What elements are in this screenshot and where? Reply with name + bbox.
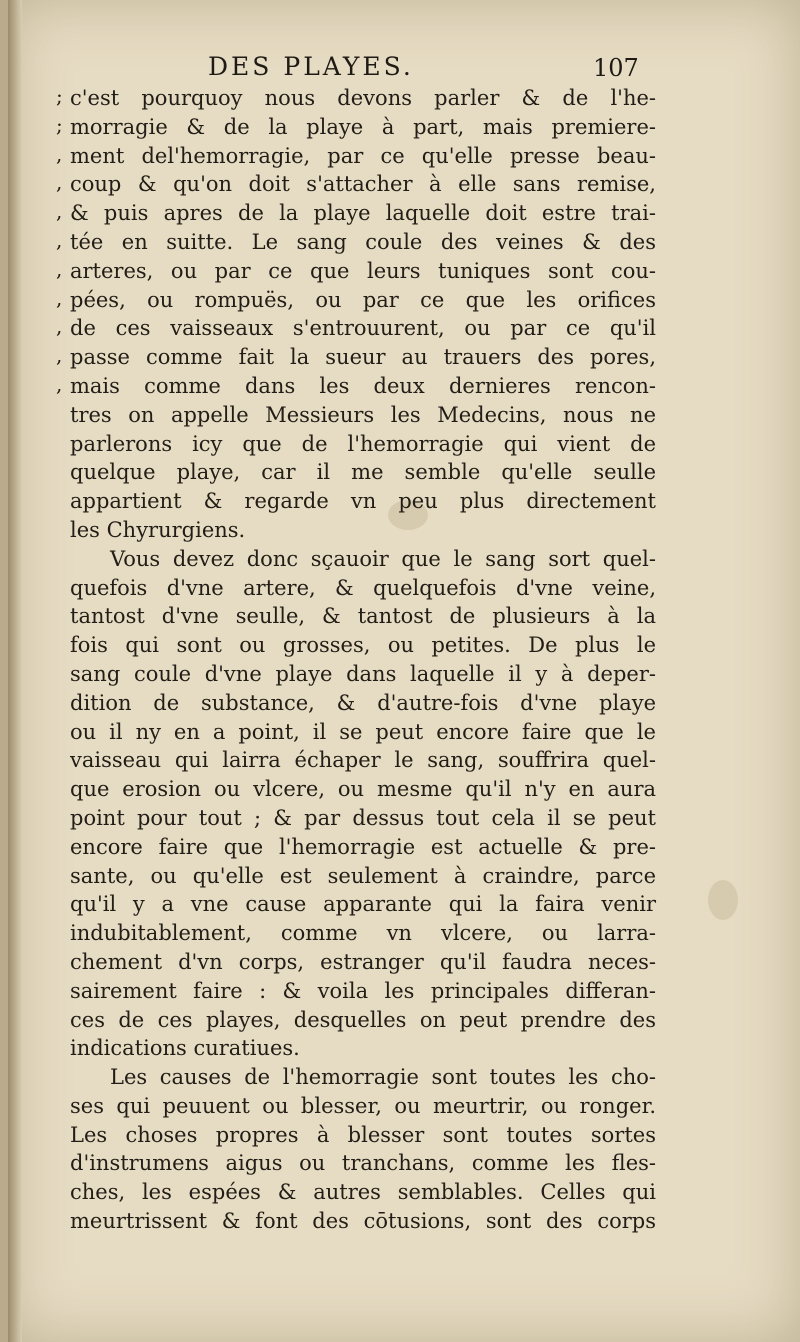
- line-text: ment del'hemorragie, par ce qu'elle presse beau-: [70, 143, 656, 168]
- text-line: [56, 689, 656, 718]
- text-line: [56, 746, 656, 775]
- margin-quote-mark: ,: [56, 371, 63, 396]
- text-line: [56, 718, 656, 747]
- line-text: Les choses propres à blesser sont toutes sortes: [70, 1122, 656, 1147]
- line-text: morragie & de la playe à part, mais premiere-: [70, 114, 656, 139]
- text-line: [56, 833, 656, 862]
- line-text: les Chyrurgiens.: [70, 517, 246, 542]
- text-line: [56, 948, 656, 977]
- text-line: [56, 574, 656, 603]
- text-line: [56, 372, 656, 401]
- line-text: parlerons icy que de l'hemorragie qui vient de: [70, 431, 656, 456]
- line-text: arteres, ou par ce que leurs tuniques sont cou-: [70, 258, 656, 283]
- text-line: [56, 84, 656, 113]
- margin-quote-mark: ,: [56, 314, 63, 339]
- text-line: [56, 314, 656, 343]
- text-line: [56, 1149, 656, 1178]
- text-line: [56, 286, 656, 315]
- line-text: coup & qu'on doit s'attacher à elle sans remise,: [70, 172, 656, 197]
- line-text: mais comme dans les deux dernieres rencon-: [70, 373, 656, 398]
- text-line: [56, 170, 656, 199]
- text-line: [56, 1092, 656, 1121]
- margin-quote-mark: ,: [56, 343, 63, 368]
- text-line: [56, 862, 656, 891]
- margin-quote-mark: ;: [56, 84, 63, 108]
- book-page: [8, 0, 800, 1342]
- line-text: sante, ou qu'elle est seulement à craindre, parce: [70, 863, 656, 888]
- text-line: [56, 487, 656, 516]
- line-text: vaisseau qui lairra échaper le sang, souffrira quel-: [70, 748, 656, 773]
- text-line: [56, 977, 656, 1006]
- running-title: DES PLAYES.: [208, 52, 414, 81]
- text-line: [56, 1063, 656, 1092]
- text-line: [56, 343, 656, 372]
- line-text: meurtrissent & font des cōtusions, sont des corps: [70, 1209, 656, 1234]
- text-line: [56, 199, 656, 228]
- line-text: appartient & regarde vn peu plus directement: [70, 489, 656, 514]
- page-number: 107: [593, 54, 639, 82]
- text-line: [56, 113, 656, 142]
- text-line: [56, 458, 656, 487]
- body-text: [56, 84, 656, 1236]
- text-line: [56, 804, 656, 833]
- text-line: [56, 1034, 656, 1063]
- line-text: pées, ou rompuës, ou par ce que les orifices: [70, 287, 656, 312]
- line-text: encore faire que l'hemorragie est actuelle & pre-: [70, 834, 656, 859]
- line-text: sairement faire : & voila les principales differan-: [70, 978, 656, 1003]
- text-line: [56, 142, 656, 171]
- text-line: [56, 257, 656, 286]
- text-line: [56, 401, 656, 430]
- line-text: Vous devez donc sçauoir que le sang sort quel-: [110, 546, 656, 571]
- margin-quote-mark: ,: [56, 285, 63, 310]
- line-text: Les causes de l'hemorragie sont toutes les cho-: [110, 1065, 656, 1090]
- line-text: de ces vaisseaux s'entrouurent, ou par ce qu'il: [70, 316, 656, 341]
- text-line: [56, 1121, 656, 1150]
- margin-quote-mark: ,: [56, 141, 63, 166]
- paper-stain: [708, 880, 738, 920]
- text-line: [56, 775, 656, 804]
- text-line: [56, 602, 656, 631]
- text-line: [56, 228, 656, 257]
- margin-quote-mark: ,: [56, 227, 63, 252]
- line-text: indubitablement, comme vn vlcere, ou larra-: [70, 921, 656, 946]
- text-line: [56, 430, 656, 459]
- line-text: & puis apres de la playe laquelle doit estre trai-: [70, 201, 656, 226]
- line-text: ches, les espées & autres semblables. Celles qui: [70, 1180, 656, 1205]
- line-text: dition de substance, & d'autre-fois d'vne playe: [70, 690, 656, 715]
- text-line: [56, 631, 656, 660]
- margin-quote-mark: ,: [56, 256, 63, 281]
- text-line: [56, 919, 656, 948]
- line-text: indications curatiues.: [70, 1036, 300, 1061]
- line-text: qu'il y a vne cause apparante qui la faira venir: [70, 892, 656, 917]
- line-text: c'est pourquoy nous devons parler & de l'he-: [70, 86, 656, 110]
- line-text: fois qui sont ou grosses, ou petites. De plus le: [70, 633, 656, 658]
- line-text: sang coule d'vne playe dans laquelle il y à deper-: [70, 661, 656, 686]
- line-text: chement d'vn corps, estranger qu'il faudra neces-: [70, 949, 656, 974]
- line-text: tres on appelle Messieurs les Medecins, nous ne: [70, 402, 656, 427]
- line-text: quefois d'vne artere, & quelquefois d'vne veine,: [70, 575, 656, 600]
- text-line: [56, 660, 656, 689]
- text-line: [56, 1006, 656, 1035]
- line-text: ses qui peuuent ou blesser, ou meurtrir, ou ronger.: [70, 1093, 656, 1118]
- margin-quote-mark: ,: [56, 170, 63, 195]
- line-text: que erosion ou vlcere, ou mesme qu'il n'y en aura: [70, 777, 656, 802]
- line-text: tantost d'vne seulle, & tantost de plusieurs à la: [70, 604, 656, 629]
- line-text: passe comme fait la sueur au trauers des pores,: [70, 345, 656, 370]
- text-line: [56, 545, 656, 574]
- line-text: quelque playe, car il me semble qu'elle seulle: [70, 460, 656, 485]
- margin-quote-mark: ;: [56, 112, 63, 137]
- text-line: [56, 1178, 656, 1207]
- line-text: ou il ny en a point, il se peut encore faire que le: [70, 719, 656, 744]
- line-text: tée en suitte. Le sang coule des veines & des: [70, 229, 656, 254]
- page-gutter: [8, 0, 22, 1342]
- line-text: ces de ces playes, desquelles on peut prendre des: [70, 1007, 656, 1032]
- text-line: [56, 890, 656, 919]
- line-text: d'instrumens aigus ou tranchans, comme les fles-: [70, 1151, 656, 1176]
- margin-quote-mark: ,: [56, 199, 63, 224]
- text-line: [56, 516, 656, 545]
- line-text: point pour tout ; & par dessus tout cela il se peut: [70, 805, 656, 830]
- text-line: [56, 1207, 656, 1236]
